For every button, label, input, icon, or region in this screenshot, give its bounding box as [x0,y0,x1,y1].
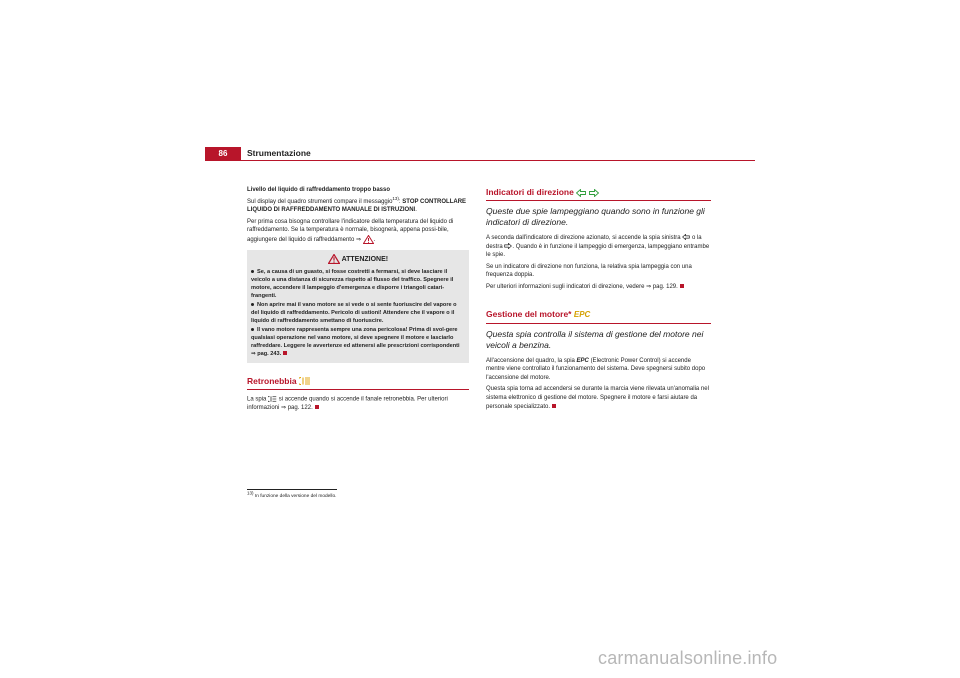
end-of-section-marker [552,404,556,408]
rear-fog-light-icon [268,395,277,403]
warning-triangle-icon [328,254,340,264]
coolant-p2-text: Per prima cosa bisogna controllare l'indicatore della temperatura del liquido di raffreddamento. Se la temperatura è normale, bisognerà, appena possi-bile, aggiungere del liquido di raffreddamento ⇒ [247,218,454,244]
warning-header [251,254,465,264]
coolant-display-message: STOP CONTROLLARE LIQUIDO DI RAFFREDDAMENTO MANUALE DI ISTRUZIONI [247,198,467,214]
footnote-rule [247,489,337,490]
turn-lead: Queste due spie lampeggiano quando sono in funzione gli indicatori di direzione. [486,206,705,227]
fog-heading-text: Retronebbia [247,375,297,386]
coolant-paragraph-2 [247,218,469,245]
header-rule [205,160,755,161]
page-header-title: Strumentazione [247,148,311,158]
turn-section-heading [486,186,711,201]
epc-icon: EPC [573,309,591,319]
watermark: carmanualsonline.info [598,648,778,668]
turn-paragraph-1 [486,234,711,260]
fog-section-heading [247,375,469,390]
coolant-p1-text: Sul display del quadro strumenti compare il messaggio [247,198,393,205]
warning-title: ATTENZIONE! [341,255,389,263]
coolant-p1-colon: : [398,198,403,205]
epc-p1-text: (Electronic Power Control) si accende mentre viene controllato il funzionamento del sistema. Deve spegnersi subito dopo l'accensione del motore. [486,357,706,381]
epc-paragraph-2 [486,385,711,411]
turn-p3-text: Per ulteriori informazioni sugli indicatori di direzione, vedere ⇒ pag. 129. [486,283,678,290]
left-column [247,186,469,415]
warning-item [251,326,465,358]
rear-fog-light-icon [299,376,311,386]
right-column [486,186,711,414]
epc-p2-text: Questa spia torna ad accendersi se durante la marcia viene rilevata un'anomalia nel sistema elettronico di gestione del motore. Spegnere il motore e farsi aiutare da personale specializzato. [486,386,709,410]
bullet-icon [251,270,254,273]
epc-paragraph-1 [486,357,711,383]
epc-heading-text: Gestione del motore* [486,308,572,319]
turn-paragraph-2: Se un indicatore di direzione non funziona, la relativa spia lampeggia con una frequenza doppia. [486,263,692,279]
epc-icon: EPC [576,357,589,364]
turn-left-arrow-icon [682,234,690,240]
epc-p1-text: All'accensione del quadro, la spia [486,357,575,364]
warning-item [251,268,465,300]
turn-p1-text: . Quando è in funzione il lampeggio di emergenza, lampeggiano entrambe le spie. [486,243,710,259]
end-of-section-marker [283,351,287,355]
page-number-box: 86 [205,147,241,160]
warning-item [251,301,465,325]
turn-right-arrow-icon [589,189,599,197]
warning-item-text: Non aprire mai il vano motore se si vede o si sente fuoriuscire del vapore o del liquido di raffreddamento. Pericolo di ustioni! Attendere che il vapore o il liquido di raffreddamento smettano di fuoriuscire. [251,301,457,324]
epc-section-heading [486,308,711,324]
epc-lead: Questa spia controlla il sistema di gestione del motore nei veicoli a benzina. [486,328,704,350]
coolant-paragraph-1 [247,195,469,215]
end-of-section-marker [315,405,319,409]
end-of-section-marker [680,284,684,288]
fog-paragraph [247,395,469,413]
footnote-ref[interactable]: 13) [392,195,399,201]
warning-box [247,250,469,363]
fog-p-text: si accende quando si accende il fanale retronebbia. Per ulteriori informazioni ⇒ pag. 122. [247,396,448,411]
turn-heading-text: Indicatori di direzione [486,187,574,197]
turn-paragraph-3 [486,283,711,292]
warning-triangle-icon[interactable] [363,235,374,244]
turn-p1-text: A seconda dall'indicatore di direzione azionato, si accende la spia sinistra [486,235,681,241]
footnote [247,490,337,500]
coolant-p1-end: . [415,207,417,214]
turn-p1-text: o la destra [486,235,702,250]
turn-left-arrow-icon [576,189,586,197]
bullet-icon [251,303,254,306]
footnote-marker: 13) [247,490,254,496]
fog-p-text: La spia [247,396,267,403]
bullet-icon [251,328,254,331]
footnote-text: In funzione della versione del modello. [254,494,337,499]
coolant-p2-end: . [373,237,376,244]
warning-item-text: Se, a causa di un guasto, si fosse costretti a fermarsi, si deve lasciare il veicolo a una distanza di sicurezza rispetto al flusso del traffico. Spegnere il motore, accendere il lampeggio d'emergenza e disporre i triangoli catari-frangenti. [251,268,454,299]
coolant-heading: Livello del liquido di raffreddamento troppo basso [247,187,391,193]
warning-item-text: Il vano motore rappresenta sempre una zona pericolosa! Prima di svol-gere qualsiasi operazione nel vano motore, si deve spegnere il motore e lasciarlo raffreddare. Leggere le avvertenze ed attenersi alle prescrizioni corrispondenti ⇒ pag. 243. [251,326,460,357]
